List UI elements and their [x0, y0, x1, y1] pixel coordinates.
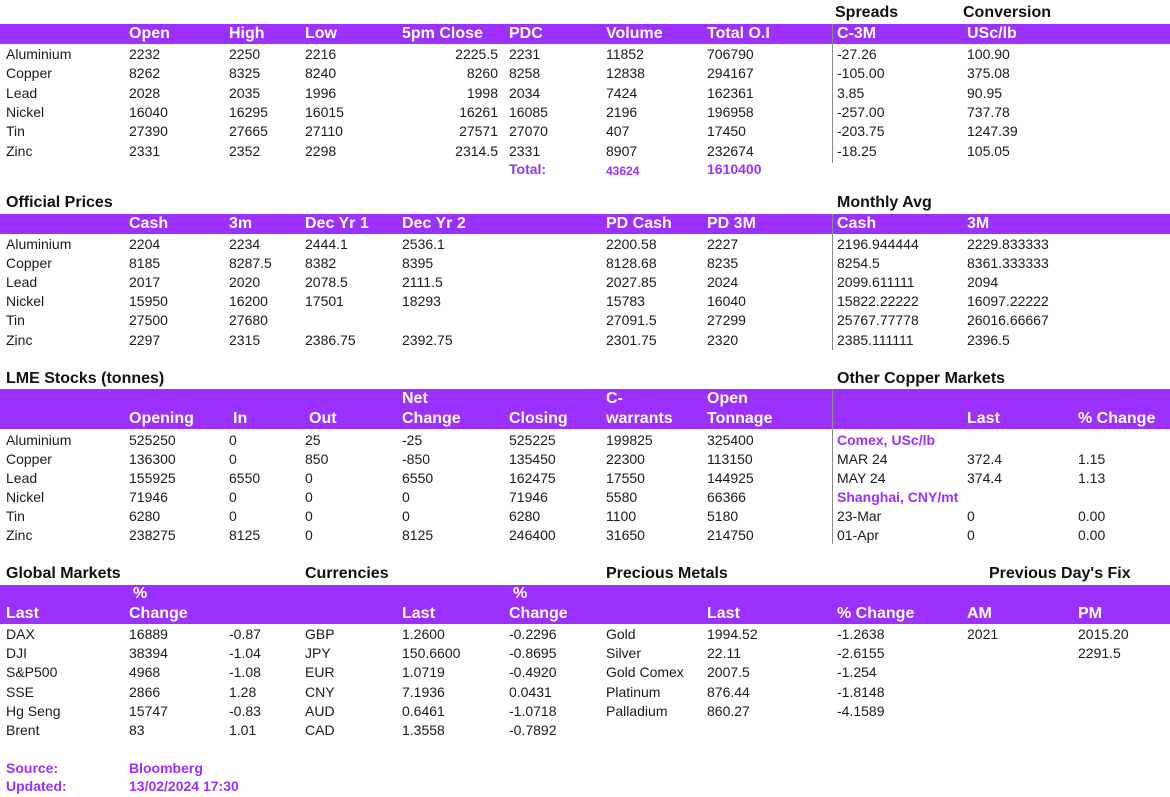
currency-last: 1.3558 [402, 722, 445, 738]
metal-name: Silver [606, 645, 642, 661]
cell: 8128.68 [606, 255, 657, 271]
col-am: AM [967, 605, 992, 622]
index-chg: 1.28 [229, 684, 257, 700]
cell: 100.90 [967, 46, 1010, 62]
metal-chg: -1.2638 [837, 626, 885, 642]
cell: 6550 [229, 470, 261, 486]
metal-name: Tin [6, 123, 25, 139]
cell: 2301.75 [606, 332, 657, 348]
cell: 2020 [229, 274, 261, 290]
index-chg: -0.87 [229, 626, 261, 642]
total-oi: 1610400 [707, 161, 762, 177]
cell: 1998 [466, 85, 498, 101]
currency-chg: -0.2296 [509, 626, 557, 642]
index-last: 15747 [129, 703, 168, 719]
cell: -105.00 [837, 65, 885, 81]
cell: 113150 [707, 451, 753, 467]
other-label: 23-Mar [837, 508, 882, 524]
cell: 27665 [229, 123, 268, 139]
metal-last: 1994.52 [707, 626, 758, 642]
col-pd-cash: PD Cash [606, 215, 672, 232]
cell: 1100 [606, 508, 637, 524]
col-avg-cash: Cash [837, 215, 877, 232]
cell: 525250 [129, 432, 176, 448]
metal-name: Zinc [6, 332, 33, 348]
col-open-top: Open [707, 390, 748, 407]
metal-name: Tin [6, 508, 25, 524]
other-last: 374.4 [967, 470, 1003, 486]
other-chg: 1.15 [1078, 451, 1106, 467]
cell: 407 [606, 123, 630, 139]
cell: 0 [305, 508, 313, 524]
monthly-avg-title: Monthly Avg [837, 194, 932, 211]
cell: 27500 [129, 312, 168, 328]
col-c-top: C- [606, 390, 623, 407]
cell: 325400 [707, 432, 754, 448]
metal-name: Lead [6, 470, 38, 486]
cell: 2314.5 [455, 143, 498, 159]
metal-name: Copper [6, 451, 52, 467]
cell: 27680 [229, 312, 268, 328]
cell: 17550 [606, 470, 645, 486]
currency-chg: -0.7892 [509, 722, 557, 738]
cell: 2444.1 [305, 236, 348, 252]
currency-code: AUD [305, 703, 335, 719]
cell: 136300 [129, 451, 176, 467]
currency-code: JPY [305, 645, 331, 661]
cell: 25767.77778 [837, 312, 919, 328]
cell: 11852 [606, 46, 644, 62]
col-warrants: warrants [606, 410, 673, 427]
global-markets-title: Global Markets [6, 565, 121, 582]
cell: 2034 [509, 85, 541, 101]
col-cash: Cash [129, 215, 169, 232]
cell: 17501 [305, 293, 344, 309]
total-volume: 43624 [606, 164, 640, 178]
cell: 2536.1 [402, 236, 445, 252]
col-high: High [229, 25, 265, 42]
cell: 16015 [305, 104, 344, 120]
metal-name: Nickel [6, 293, 45, 309]
cell: 16200 [229, 293, 268, 309]
cell: 155925 [129, 470, 176, 486]
cell: 196958 [707, 104, 754, 120]
cell: 2017 [129, 274, 161, 290]
cell: 1247.39 [967, 123, 1018, 139]
metal-name: Copper [6, 65, 52, 81]
cell: 2396.5 [967, 332, 1010, 348]
currencies-title: Currencies [305, 565, 389, 582]
cell: -18.25 [837, 143, 877, 159]
index-last: 38394 [129, 645, 168, 661]
currency-code: EUR [305, 664, 335, 680]
col-opening: Opening [129, 410, 194, 427]
cell: 0 [229, 489, 237, 505]
cell: 8907 [606, 143, 638, 159]
cell: 214750 [707, 527, 754, 543]
currency-chg: -1.0718 [509, 703, 557, 719]
cell: 238275 [129, 527, 176, 543]
col-last: Last [967, 410, 1000, 427]
fix-pm: 2015.20 [1078, 626, 1129, 642]
metal-chg: -2.6155 [837, 645, 885, 661]
col-low: Low [305, 25, 337, 42]
cell: 2298 [305, 143, 337, 159]
col-usc-lb: USc/lb [967, 25, 1017, 42]
previous-fix-title: Previous Day's Fix [989, 565, 1131, 582]
cell: 8325 [229, 65, 261, 81]
cell: 7424 [606, 85, 638, 101]
metal-name: Lead [6, 85, 38, 101]
metal-chg: -1.254 [837, 664, 877, 680]
cell: 2227 [707, 236, 739, 252]
index-last: 83 [129, 722, 145, 738]
col-tonnage: Tonnage [707, 410, 773, 427]
col-open: Open [129, 25, 170, 42]
cell: 0 [229, 432, 237, 448]
cell: 18293 [402, 293, 441, 309]
currency-code: CNY [305, 684, 335, 700]
cell: 8125 [402, 527, 434, 543]
other-chg: 0.00 [1078, 508, 1106, 524]
cell: 375.08 [967, 65, 1010, 81]
cell: 2094 [967, 274, 999, 290]
metal-name: Aluminium [6, 432, 72, 448]
metal-name: Aluminium [6, 236, 72, 252]
cell: 71946 [509, 489, 548, 505]
cell: 135450 [509, 451, 556, 467]
cell: 162475 [509, 470, 556, 486]
cell: 90.95 [967, 85, 1003, 101]
other-label: 01-Apr [837, 527, 880, 543]
col-out: Out [309, 410, 337, 427]
col-pd-3m: PD 3M [707, 215, 756, 232]
other-label: MAR 24 [837, 451, 888, 467]
cell: 27390 [129, 123, 168, 139]
cell: 2297 [129, 332, 161, 348]
index-last: 2866 [129, 684, 161, 700]
cell: 162361 [707, 85, 754, 101]
cell: 850 [305, 451, 329, 467]
other-copper-title: Other Copper Markets [837, 370, 1006, 387]
currency-last: 7.1936 [402, 684, 445, 700]
cell: 525225 [509, 432, 556, 448]
cell: 8125 [229, 527, 261, 543]
spreads-title: Spreads [835, 4, 899, 21]
cell: 2196.944444 [837, 236, 919, 252]
stocks-divider [832, 389, 833, 544]
cell: 8258 [509, 65, 541, 81]
official-header-bar [0, 214, 1170, 234]
cell: 22300 [606, 451, 645, 467]
col-3m: 3m [229, 215, 253, 232]
cell: 2078.5 [305, 274, 348, 290]
currency-chg: -0.8695 [509, 645, 557, 661]
other-last: 372.4 [967, 451, 1003, 467]
cell: 5180 [707, 508, 739, 524]
fix-am: 2021 [967, 626, 999, 642]
col-in: In [233, 410, 248, 427]
col-dec-yr2: Dec Yr 2 [402, 215, 466, 232]
cell: 2352 [229, 143, 261, 159]
cell: 706790 [707, 46, 754, 62]
official-divider [832, 214, 833, 350]
cell: 199825 [606, 432, 653, 448]
cell: 16097.22222 [967, 293, 1049, 309]
total-label: Total: [509, 161, 547, 177]
cell: -257.00 [837, 104, 885, 120]
metal-name: Lead [6, 274, 38, 290]
comex-heading: Comex, USc/lb [837, 432, 936, 448]
index-chg: 1.01 [229, 722, 257, 738]
metal-name: Platinum [606, 684, 661, 700]
cell: 6280 [509, 508, 541, 524]
cell: 232674 [707, 143, 754, 159]
index-name: Brent [6, 722, 40, 738]
index-chg: -1.08 [229, 664, 261, 680]
metal-name: Nickel [6, 104, 45, 120]
shanghai-heading: Shanghai, CNY/mt [837, 489, 959, 505]
col-change: Change [129, 605, 188, 622]
metal-name: Zinc [6, 143, 33, 159]
source-value: Bloomberg [129, 760, 203, 776]
cell: 2196 [606, 104, 638, 120]
cell: -850 [402, 451, 431, 467]
metal-name: Palladium [606, 703, 668, 719]
col-closing: Closing [509, 410, 568, 427]
cell: 0 [402, 508, 410, 524]
cell: 0 [305, 489, 313, 505]
cell: 66366 [707, 489, 746, 505]
index-last: 16889 [129, 626, 168, 642]
cell: 2331 [129, 143, 161, 159]
cell: 8254.5 [837, 255, 880, 271]
cell: 8262 [129, 65, 161, 81]
other-label: MAY 24 [837, 470, 886, 486]
cell: 15783 [606, 293, 645, 309]
cell: 8382 [305, 255, 337, 271]
currency-chg: -0.4920 [509, 664, 557, 680]
currency-chg: 0.0431 [509, 684, 552, 700]
cell: 2234 [229, 236, 261, 252]
index-name: DJI [6, 645, 27, 661]
cell: 12838 [606, 65, 645, 81]
index-last: 4968 [129, 664, 161, 680]
cell: 1996 [305, 85, 337, 101]
col-c-3m: C-3M [837, 25, 877, 42]
cell: 2320 [707, 332, 739, 348]
col-pdc: PDC [509, 25, 543, 42]
source-label: Source: [6, 760, 59, 776]
cell: 2331 [509, 143, 541, 159]
cell: 2200.58 [606, 236, 657, 252]
cell: 2229.833333 [967, 236, 1049, 252]
cell: 0 [229, 451, 237, 467]
lme-stocks-title: LME Stocks (tonnes) [6, 370, 165, 387]
cell: 2385.111111 [837, 332, 914, 348]
index-name: SSE [6, 684, 35, 700]
metal-last: 2007.5 [707, 664, 750, 680]
cell: 27110 [305, 123, 343, 139]
metal-name: Aluminium [6, 46, 72, 62]
index-name: S&P500 [6, 664, 58, 680]
official-prices-title: Official Prices [6, 194, 113, 211]
cell: 2386.75 [305, 332, 356, 348]
col-pct-top: % [513, 585, 528, 602]
metal-last: 876.44 [707, 684, 750, 700]
col-last: Last [6, 605, 39, 622]
metal-name: Gold Comex [606, 664, 684, 680]
cell: 16040 [707, 293, 746, 309]
index-name: DAX [6, 626, 35, 642]
cell: 71946 [129, 489, 168, 505]
precious-metals-title: Precious Metals [606, 565, 728, 582]
cell: 2392.75 [402, 332, 453, 348]
other-chg: 1.13 [1078, 470, 1106, 486]
metal-name: Nickel [6, 489, 45, 505]
cell: 2099.611111 [837, 274, 915, 290]
currency-code: CAD [305, 722, 335, 738]
cell: 2024 [707, 274, 739, 290]
cell: 16261 [459, 104, 498, 120]
metal-name: Gold [606, 626, 636, 642]
cell: 6280 [129, 508, 161, 524]
conversion-title: Conversion [963, 4, 1052, 21]
other-last: 0 [967, 508, 975, 524]
cell: 2028 [129, 85, 161, 101]
cell: 8287.5 [229, 255, 272, 271]
cell: 2231 [509, 46, 541, 62]
cell: 16295 [229, 104, 268, 120]
cell: 2111.5 [402, 274, 443, 290]
cell: 737.78 [967, 104, 1010, 120]
col-last: Last [707, 605, 740, 622]
cell: 26016.66667 [967, 312, 1049, 328]
metal-last: 860.27 [707, 703, 750, 719]
cell: 15822.22222 [837, 293, 919, 309]
cell: 105.05 [967, 143, 1010, 159]
cell: -27.26 [837, 46, 877, 62]
updated-label: Updated: [6, 778, 67, 794]
col-change: Change [402, 410, 461, 427]
currency-last: 150.6600 [402, 645, 461, 661]
cell: 8235 [707, 255, 739, 271]
cell: 8395 [402, 255, 434, 271]
col-pct-change: % Change [837, 605, 915, 622]
cell: 0 [305, 527, 313, 543]
cell: 27091.5 [606, 312, 657, 328]
cell: 3.85 [837, 85, 865, 101]
cell: 8260 [466, 65, 498, 81]
cell: 5580 [606, 489, 638, 505]
cell: 16085 [509, 104, 548, 120]
cell: 31650 [606, 527, 645, 543]
col-5pm-close: 5pm Close [402, 25, 483, 42]
cell: 0 [229, 508, 237, 524]
cell: 6550 [402, 470, 434, 486]
cell: 2232 [129, 46, 161, 62]
col-net-top: Net [402, 390, 428, 407]
col-pm: PM [1078, 605, 1102, 622]
col-total-oi: Total O.I [707, 25, 770, 42]
col-change: Change [509, 605, 568, 622]
prices-divider [832, 24, 833, 163]
cell: 8361.333333 [967, 255, 1049, 271]
cell: 246400 [509, 527, 556, 543]
cell: -203.75 [837, 123, 885, 139]
cell: 0 [305, 470, 313, 486]
cell: 2225.5 [455, 46, 498, 62]
metal-last: 22.11 [707, 645, 741, 661]
cell: 15950 [129, 293, 168, 309]
cell: 27070 [509, 123, 548, 139]
cell: 27571 [459, 123, 498, 139]
cell: 8185 [129, 255, 161, 271]
cell: 2204 [129, 236, 161, 252]
col-pct-top: % [133, 585, 148, 602]
cell: 8240 [305, 65, 337, 81]
currency-last: 1.0719 [402, 664, 445, 680]
cell: 16040 [129, 104, 168, 120]
currency-last: 1.2600 [402, 626, 445, 642]
fix-pm: 2291.5 [1078, 645, 1121, 661]
updated-value: 13/02/2024 17:30 [129, 778, 239, 794]
cell: -25 [402, 432, 423, 448]
cell: 2216 [305, 46, 337, 62]
cell: 144925 [707, 470, 754, 486]
other-last: 0 [967, 527, 975, 543]
col-dec-yr1: Dec Yr 1 [305, 215, 369, 232]
metal-name: Tin [6, 312, 25, 328]
other-chg: 0.00 [1078, 527, 1106, 543]
currency-last: 0.6461 [402, 703, 445, 719]
cell: 17450 [707, 123, 746, 139]
currency-code: GBP [305, 626, 335, 642]
index-name: Hg Seng [6, 703, 61, 719]
col-volume: Volume [606, 25, 663, 42]
col-last: Last [402, 605, 435, 622]
cell: 25 [305, 432, 321, 448]
index-chg: -1.04 [229, 645, 261, 661]
cell: 2027.85 [606, 274, 657, 290]
cell: 2315 [229, 332, 261, 348]
cell: 294167 [707, 65, 754, 81]
cell: 27299 [707, 312, 746, 328]
metal-name: Zinc [6, 527, 33, 543]
col-avg-3m: 3M [967, 215, 990, 232]
cell: 0 [402, 489, 410, 505]
cell: 2250 [229, 46, 261, 62]
metal-chg: -1.8148 [837, 684, 885, 700]
cell: 2035 [229, 85, 261, 101]
index-chg: -0.83 [229, 703, 261, 719]
metal-name: Copper [6, 255, 52, 271]
metal-chg: -4.1589 [837, 703, 885, 719]
col-pct-change: % Change [1078, 410, 1156, 427]
